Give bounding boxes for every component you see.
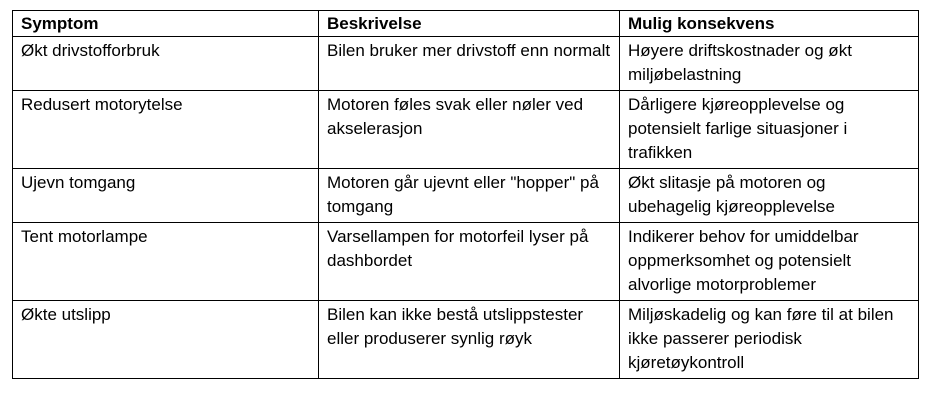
column-header-description: Beskrivelse xyxy=(319,11,620,37)
description-cell: Varsellampen for motorfeil lyser på dashbordet xyxy=(319,223,620,301)
symptom-cell: Økt drivstofforbruk xyxy=(13,37,319,91)
description-cell: Bilen kan ikke bestå utslippstester eller produserer synlig røyk xyxy=(319,301,620,379)
consequence-cell: Indikerer behov for umiddelbar oppmerksomhet og potensielt alvorlige motorproblemer xyxy=(620,223,919,301)
symptom-cell: Tent motorlampe xyxy=(13,223,319,301)
description-cell: Motoren føles svak eller nøler ved akselerasjon xyxy=(319,91,620,169)
consequence-cell: Økt slitasje på motoren og ubehagelig kjøreopplevelse xyxy=(620,169,919,223)
symptom-table xyxy=(12,10,919,379)
symptom-cell: Ujevn tomgang xyxy=(13,169,319,223)
consequence-cell: Dårligere kjøreopplevelse og potensielt farlige situasjoner i trafikken xyxy=(620,91,919,169)
description-cell: Bilen bruker mer drivstoff enn normalt xyxy=(319,37,620,91)
table-row xyxy=(13,301,919,379)
symptom-cell: Redusert motorytelse xyxy=(13,91,319,169)
symptom-cell: Økte utslipp xyxy=(13,301,319,379)
column-header-symptom: Symptom xyxy=(13,11,319,37)
column-header-consequence: Mulig konsekvens xyxy=(620,11,919,37)
consequence-cell: Høyere driftskostnader og økt miljøbelastning xyxy=(620,37,919,91)
table-row xyxy=(13,37,919,91)
consequence-cell: Miljøskadelig og kan føre til at bilen ikke passerer periodisk kjøretøykontroll xyxy=(620,301,919,379)
table-row xyxy=(13,91,919,169)
table-row xyxy=(13,223,919,301)
description-cell: Motoren går ujevnt eller "hopper" på tomgang xyxy=(319,169,620,223)
table-header-row xyxy=(13,11,919,37)
table-row xyxy=(13,169,919,223)
